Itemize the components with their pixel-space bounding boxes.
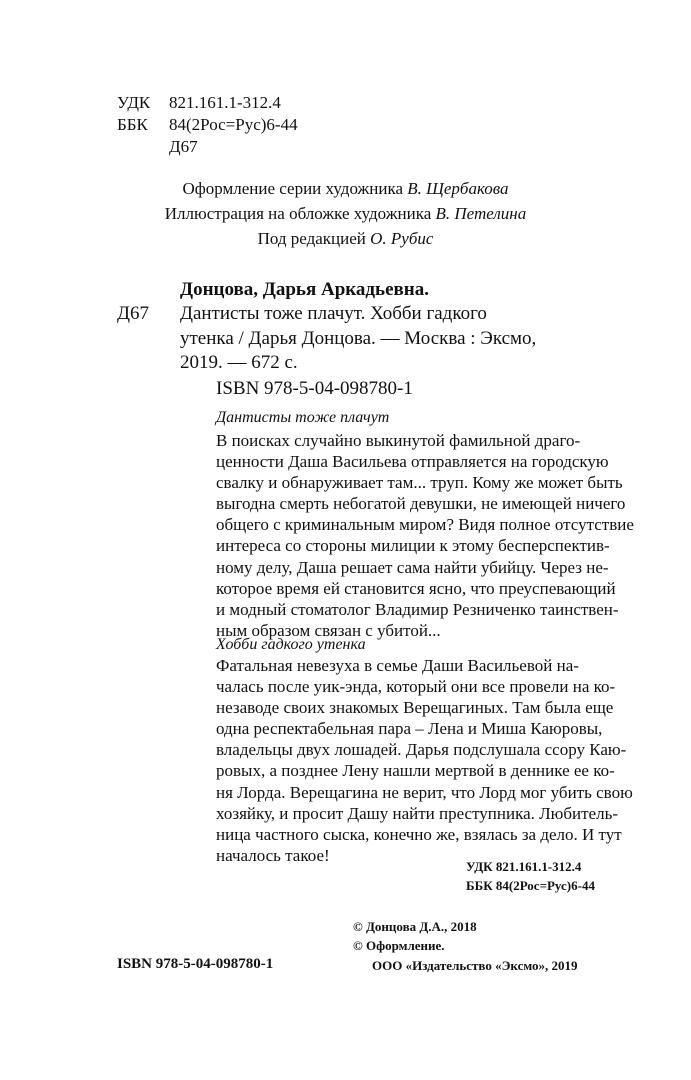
author-heading: Донцова, Дарья Аркадьевна. xyxy=(180,279,429,300)
copyright-publisher: ООО «Издательство «Эксмо», 2019 xyxy=(372,958,578,973)
udk-label: УДК xyxy=(117,93,151,112)
credits xyxy=(0,176,691,251)
bbk-label: ББК xyxy=(117,115,148,134)
annotation-title-2: Хобби гадкого утенка xyxy=(216,636,366,653)
credit-series-design: Оформление серии художника В. Щербакова xyxy=(182,179,509,198)
footer-bbk: ББК 84(2Рос=Рус)6-44 xyxy=(466,878,595,893)
annotation-title-1: Дантисты тоже плачут xyxy=(216,409,390,426)
copyright-design: © Оформление. xyxy=(353,938,445,953)
bbk-row xyxy=(117,114,298,135)
footer-isbn: ISBN 978-5-04-098780-1 xyxy=(117,956,274,972)
udk-value: 821.161.1-312.4 xyxy=(169,93,281,112)
annotation-text-2: Фатальная невезуха в семье Даши Васильевой на- чалась после уик-энда, который они все провели на ко- незаводе своих знакомых Верещагиных. Там была еще одна респектабельная пара – Лена и Миша Каюровы, владельцы двух лошадей. Дарья подслушала ссору Каю- ровых, а позднее Лену нашли мертвой в деннике ее ко- ня Лорда. Верещагина не верит, что Лорд мог убить свою хозяйку, и просит Дашу найти преступника. Любитель- ница частного сыска, конечно же, взялась за дело. И тут началось такое! xyxy=(216,656,633,865)
annotation-text-1: В поисках случайно выкинутой фамильной драго- ценности Даша Васильева отправляется на городскую свалку и обнаруживает там... труп. Кому же может быть выгодна смерть небогатой девушки, не имеющей ничего общего с криминальным миром? Видя полное отсутствие интереса со стороны милиции к этому бесперспектив- ному делу, Даша решает сама найти убийцу. Через не- которое время ей становится ясно, что преуспевающий и модный стоматолог Владимир Резниченко таинствен- ным образом связан с убитой... xyxy=(216,431,634,640)
record-isbn: ISBN 978-5-04-098780-1 xyxy=(216,378,413,399)
copyright-author: © Донцова Д.А., 2018 xyxy=(353,919,477,934)
credit-cover-illustration: Иллюстрация на обложке художника В. Петелина xyxy=(164,204,527,223)
author-mark-top: Д67 xyxy=(169,137,198,156)
udk-row xyxy=(117,92,281,113)
footer-udk: УДК 821.161.1-312.4 xyxy=(466,859,582,874)
author-mark: Д67 xyxy=(117,303,149,324)
credit-editor: Под редакцией О. Рубис xyxy=(257,229,434,248)
bbk-value: 84(2Рос=Рус)6-44 xyxy=(169,115,298,134)
record-title: Дантисты тоже плачут. Хобби гадкого утенка / Дарья Донцова. — Москва : Эксмо, 2019. — 672 с. xyxy=(180,303,537,373)
